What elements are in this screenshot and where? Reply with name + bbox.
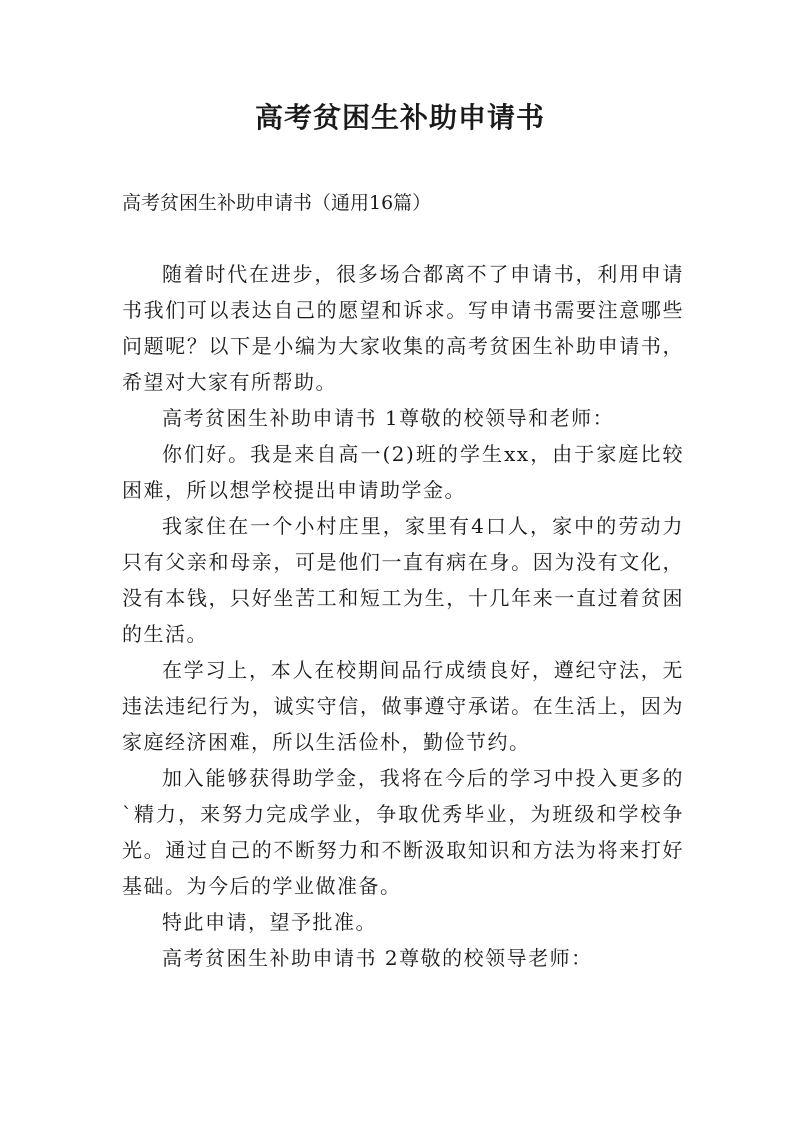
body-paragraph: 加入能够获得助学金，我将在今后的学习中投入更多的`精力，来努力完成学业，争取优秀毕业，为班级和学校争光。通过自己的不断努力和不断汲取知识和方法为将来打好基础。为今后的学业做准备。 bbox=[122, 766, 684, 898]
body-paragraph: 在学习上，本人在校期间品行成绩良好，遵纪守法，无违法违纪行为，诚实守信，做事遵守承诺。在生活上，因为家庭经济困难，所以生活俭朴，勤俭节约。 bbox=[122, 658, 684, 754]
body-paragraph: 特此申请，望予批准。 bbox=[162, 910, 377, 934]
body-paragraph: 随着时代在进步，很多场合都离不了申请书，利用申请书我们可以表达自己的愿望和诉求。写申请书需要注意哪些问题呢？以下是小编为大家收集的高考贫困生补助申请书，希望对大家有所帮助。 bbox=[122, 262, 684, 394]
body-paragraph: 你们好。我是来自高一(2)班的学生xx，由于家庭比较困难，所以想学校提出申请助学金。 bbox=[122, 442, 684, 502]
body-paragraph: 我家住在一个小村庄里，家里有4口人，家中的劳动力只有父亲和母亲，可是他们一直有病在身。因为没有文化，没有本钱，只好坐苦工和短工为生，十几年来一直过着贫困的生活。 bbox=[122, 514, 684, 646]
document-title: 高考贫困生补助申请书 bbox=[254, 101, 545, 134]
document-body bbox=[122, 256, 684, 976]
body-paragraph: 高考贫困生补助申请书 1尊敬的校领导和老师： bbox=[162, 406, 615, 430]
document-subtitle: 高考贫困生补助申请书（通用16篇） bbox=[122, 192, 432, 214]
body-paragraph: 高考贫困生补助申请书 2尊敬的校领导老师： bbox=[162, 946, 593, 970]
